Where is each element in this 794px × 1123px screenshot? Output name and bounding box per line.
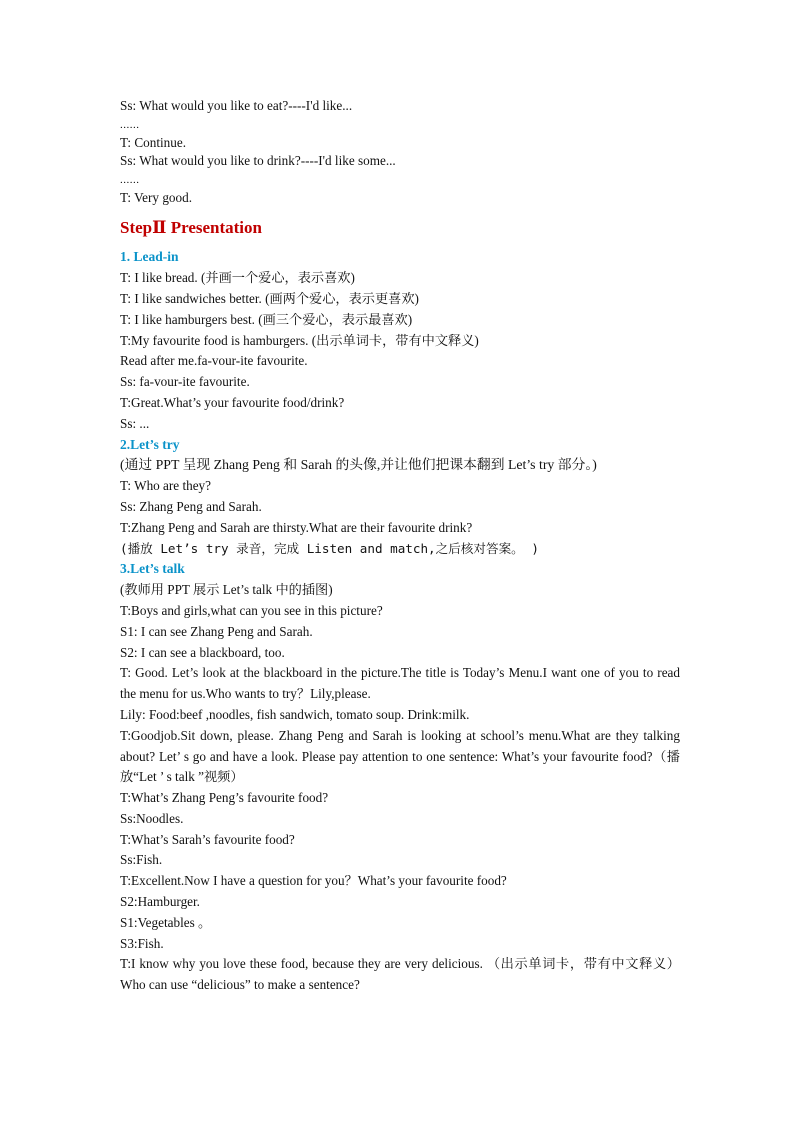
lets-talk-line: (教师用 PPT 展示 Let’s talk 中的插图) [120, 582, 333, 598]
lead-in-line: T:Great.What’s your favourite food/drink? [120, 394, 345, 410]
lets-try-line: T: Who are they? [120, 478, 212, 494]
ellipsis-line: ...... [120, 173, 140, 186]
lets-talk-line: T:What’s Sarah’s favourite food? [120, 831, 295, 847]
lets-talk-line: Ss:Fish. [120, 852, 163, 868]
lead-in-line: T: I like bread. (并画一个爱心，表示喜欢) [120, 270, 355, 286]
lead-in-line: T: I like hamburgers best. (画三个爱心，表示最喜欢) [120, 311, 413, 327]
lets-talk-line: Lily: Food:beef ,noodles, fish sandwich, tomato soup. Drink:milk. [120, 706, 470, 722]
lead-in-line: T: I like sandwiches better. (画两个爱心，表示更喜欢) [120, 290, 419, 306]
lets-try-line: T:Zhang Peng and Sarah are thirsty.What are their favourite drink? [120, 519, 473, 535]
lets-talk-line: S2:Hamburger. [120, 894, 200, 910]
ellipsis-line: ...... [120, 118, 140, 131]
lets-talk-line: T:Boys and girls,what can you see in this picture? [120, 602, 383, 618]
lead-in-line: Ss: fa-vour-ite favourite. [120, 374, 250, 390]
lets-talk-line: S1:Vegetables 。 [120, 914, 212, 930]
intro-line: Ss: What would you like to eat?----I'd like... [120, 98, 353, 113]
section-heading-lets-try: 2.Let’s try [120, 436, 180, 452]
intro-line: Ss: What would you like to drink?----I'd like some... [120, 153, 396, 169]
section-heading-lead-in: 1. Lead-in [120, 249, 179, 265]
intro-line: T: Continue. [120, 134, 187, 150]
lead-in-line: T:My favourite food is hamburgers. (出示单词卡，带有中文释义) [120, 332, 479, 348]
lets-try-line: Ss: Zhang Peng and Sarah. [120, 498, 262, 514]
lead-in-line: Read after me.fa-vour-ite favourite. [120, 353, 308, 369]
lets-talk-line: T:Goodjob.Sit down, please. Zhang Peng and Sarah is looking at school’s menu.What are they talking about? Let’ s go and have a look. Please pay attention to one sentence: What’s your favourite food?（播放“Let ’ s talk ”视频） [120, 727, 680, 785]
lets-try-line: (通过 PPT 呈现 Zhang Peng 和 Sarah 的头像,并让他们把课本翻到 Let’s try 部分。) [120, 457, 597, 473]
lead-in-line: Ss: ... [120, 415, 150, 431]
lets-talk-line: S2: I can see a blackboard, too. [120, 644, 285, 660]
section-heading-lets-talk: 3.Let’s talk [120, 561, 185, 577]
lets-talk-line: T: Good. Let’s look at the blackboard in the picture.The title is Today’s Menu.I want one of you to read the menu for us.Who wants to try？Lily,please. [120, 665, 680, 702]
intro-line: T: Very good. [120, 189, 192, 205]
lets-try-line: (播放 Let’s try 录音，完成 Listen and match,之后核对答案。 ) [120, 540, 539, 556]
lesson-plan-page [120, 97, 680, 996]
lets-talk-line: T:Excellent.Now I have a question for you？What’s your favourite food? [120, 873, 507, 889]
lets-talk-line: T:What’s Zhang Peng’s favourite food? [120, 790, 329, 806]
lets-talk-line: S3:Fish. [120, 935, 164, 951]
lets-talk-line: T:I know why you love these food, because they are very delicious. （出示单词卡，带有中文释义） Who can use “delicious” to make a sentence? [120, 956, 680, 993]
lets-talk-line: Ss:Noodles. [120, 810, 184, 826]
lets-talk-line: S1: I can see Zhang Peng and Sarah. [120, 623, 313, 639]
step-heading: StepⅡ Presentation [120, 218, 262, 238]
